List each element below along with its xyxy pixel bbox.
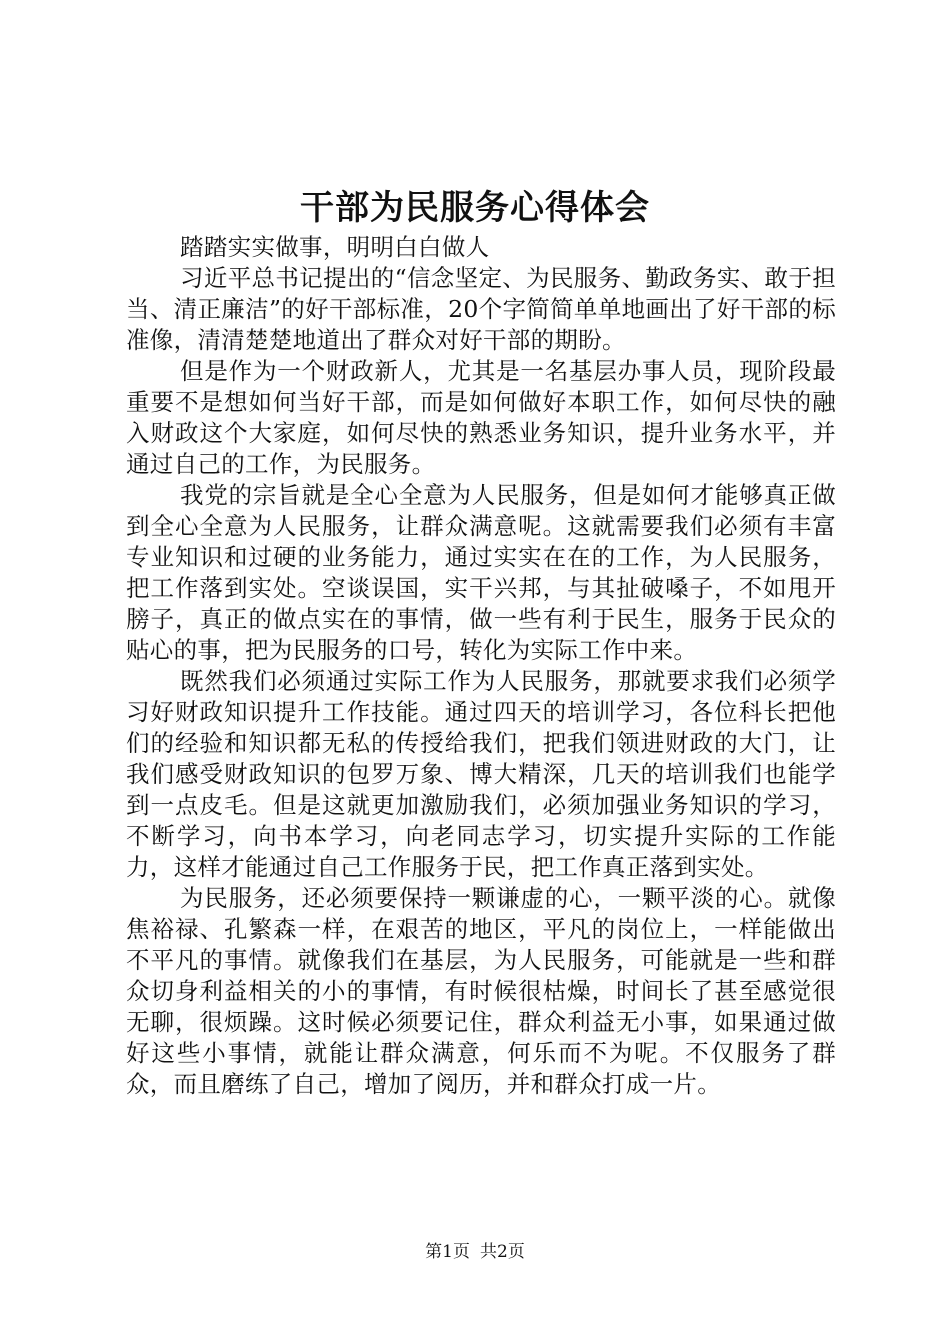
document-subtitle: 踏踏实实做事，明明白白做人	[180, 233, 490, 261]
paragraph: 既然我们必须通过实际工作为人民服务，那就要求我们必须学习好财政知识提升工作技能。通过四天的培训学习，各位科长把他们的经验和知识都无私的传授给我们，把我们领进财政的大门，让我们感受财政知识的包罗万象、博大精深，几天的培训我们也能学到一点皮毛。但是这就更加激励我们，必须加强业务知识的学习，不断学习，向书本学习，向老同志学习，切实提升实际的工作能力，这样才能通过自己工作服务于民，把工作真正落到实处。	[126, 667, 836, 881]
paragraph: 但是作为一个财政新人，尤其是一名基层办事人员，现阶段最重要不是想如何当好干部，而是如何做好本职工作，如何尽快的融入财政这个大家庭，如何尽快的熟悉业务知识，提升业务水平，并通过自己的工作，为民服务。	[126, 357, 836, 478]
page-total: 共2页	[480, 1242, 525, 1262]
document-title: 干部为民服务心得体会	[300, 188, 650, 228]
page-footer	[0, 1240, 950, 1264]
document-body	[126, 232, 836, 1100]
paragraph: 习近平总书记提出的“信念坚定、为民服务、勤政务实、敢于担当、清正廉洁”的好干部标准，20个字简简单单地画出了好干部的标准像，清清楚楚地道出了群众对好干部的期盼。	[126, 264, 836, 354]
page-number: 第1页	[425, 1242, 470, 1262]
paragraph: 我党的宗旨就是全心全意为人民服务，但是如何才能够真正做到全心全意为人民服务，让群众满意呢。这就需要我们必须有丰富专业知识和过硬的业务能力，通过实实在在的工作，为人民服务，把工作落到实处。空谈误国，实干兴邦，与其扯破嗓子，不如甩开膀子，真正的做点实在的事情，做一些有利于民生，服务于民众的贴心的事，把为民服务的口号，转化为实际工作中来。	[126, 481, 836, 664]
paragraph: 为民服务，还必须要保持一颗谦虚的心，一颗平淡的心。就像焦裕禄、孔繁森一样，在艰苦的地区，平凡的岗位上，一样能做出不平凡的事情。就像我们在基层，为人民服务，可能就是一些和群众切身利益相关的小的事情，有时候很枯燥，时间长了甚至感觉很无聊，很烦躁。这时候必须要记住，群众利益无小事，如果通过做好这些小事情，就能让群众满意，何乐而不为呢。不仅服务了群众，而且磨练了自己，增加了阅历，并和群众打成一片。	[126, 884, 836, 1098]
